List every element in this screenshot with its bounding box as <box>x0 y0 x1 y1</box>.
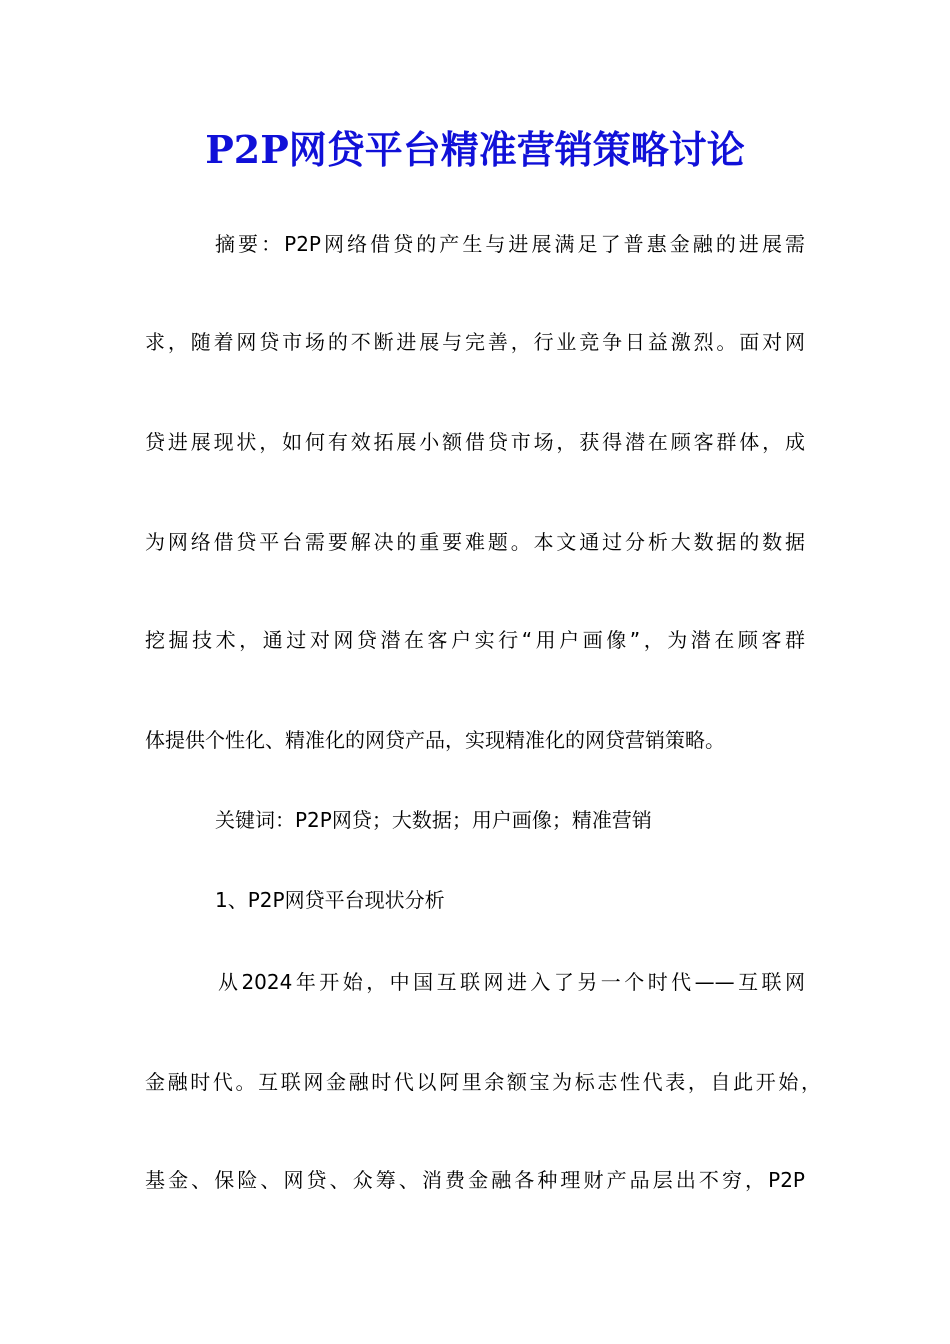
abstract-line-2: 求，随着网贷市场的不断进展与完善，行业竞争日益激烈。面对网 <box>145 330 805 354</box>
section-heading: 1、P2P网贷平台现状分析 <box>215 888 445 912</box>
abstract-line-1: 摘要：P2P网络借贷的产生与进展满足了普惠金融的进展需 <box>215 232 805 256</box>
keywords-line: 关键词：P2P网贷；大数据；用户画像；精准营销 <box>215 808 652 832</box>
document-title: P2P网贷平台精准营销策略讨论 <box>205 127 745 172</box>
abstract-line-5: 挖掘技术，通过对网贷潜在客户实行“用户画像”，为潜在顾客群 <box>145 628 805 652</box>
body-line-2: 金融时代。互联网金融时代以阿里余额宝为标志性代表，自此开始， <box>145 1070 821 1094</box>
body-line-3: 基金、保险、网贷、众筹、消费金融各种理财产品层出不穷，P2P <box>145 1168 805 1192</box>
abstract-line-6: 体提供个性化、精准化的网贷产品，实现精准化的网贷营销策略。 <box>145 728 725 752</box>
abstract-line-3: 贷进展现状，如何有效拓展小额借贷市场，获得潜在顾客群体，成 <box>145 430 805 454</box>
body-line-1: 从2024年开始，中国互联网进入了另一个时代——互联网 <box>218 970 805 994</box>
abstract-line-4: 为网络借贷平台需要解决的重要难题。本文通过分析大数据的数据 <box>145 530 805 554</box>
